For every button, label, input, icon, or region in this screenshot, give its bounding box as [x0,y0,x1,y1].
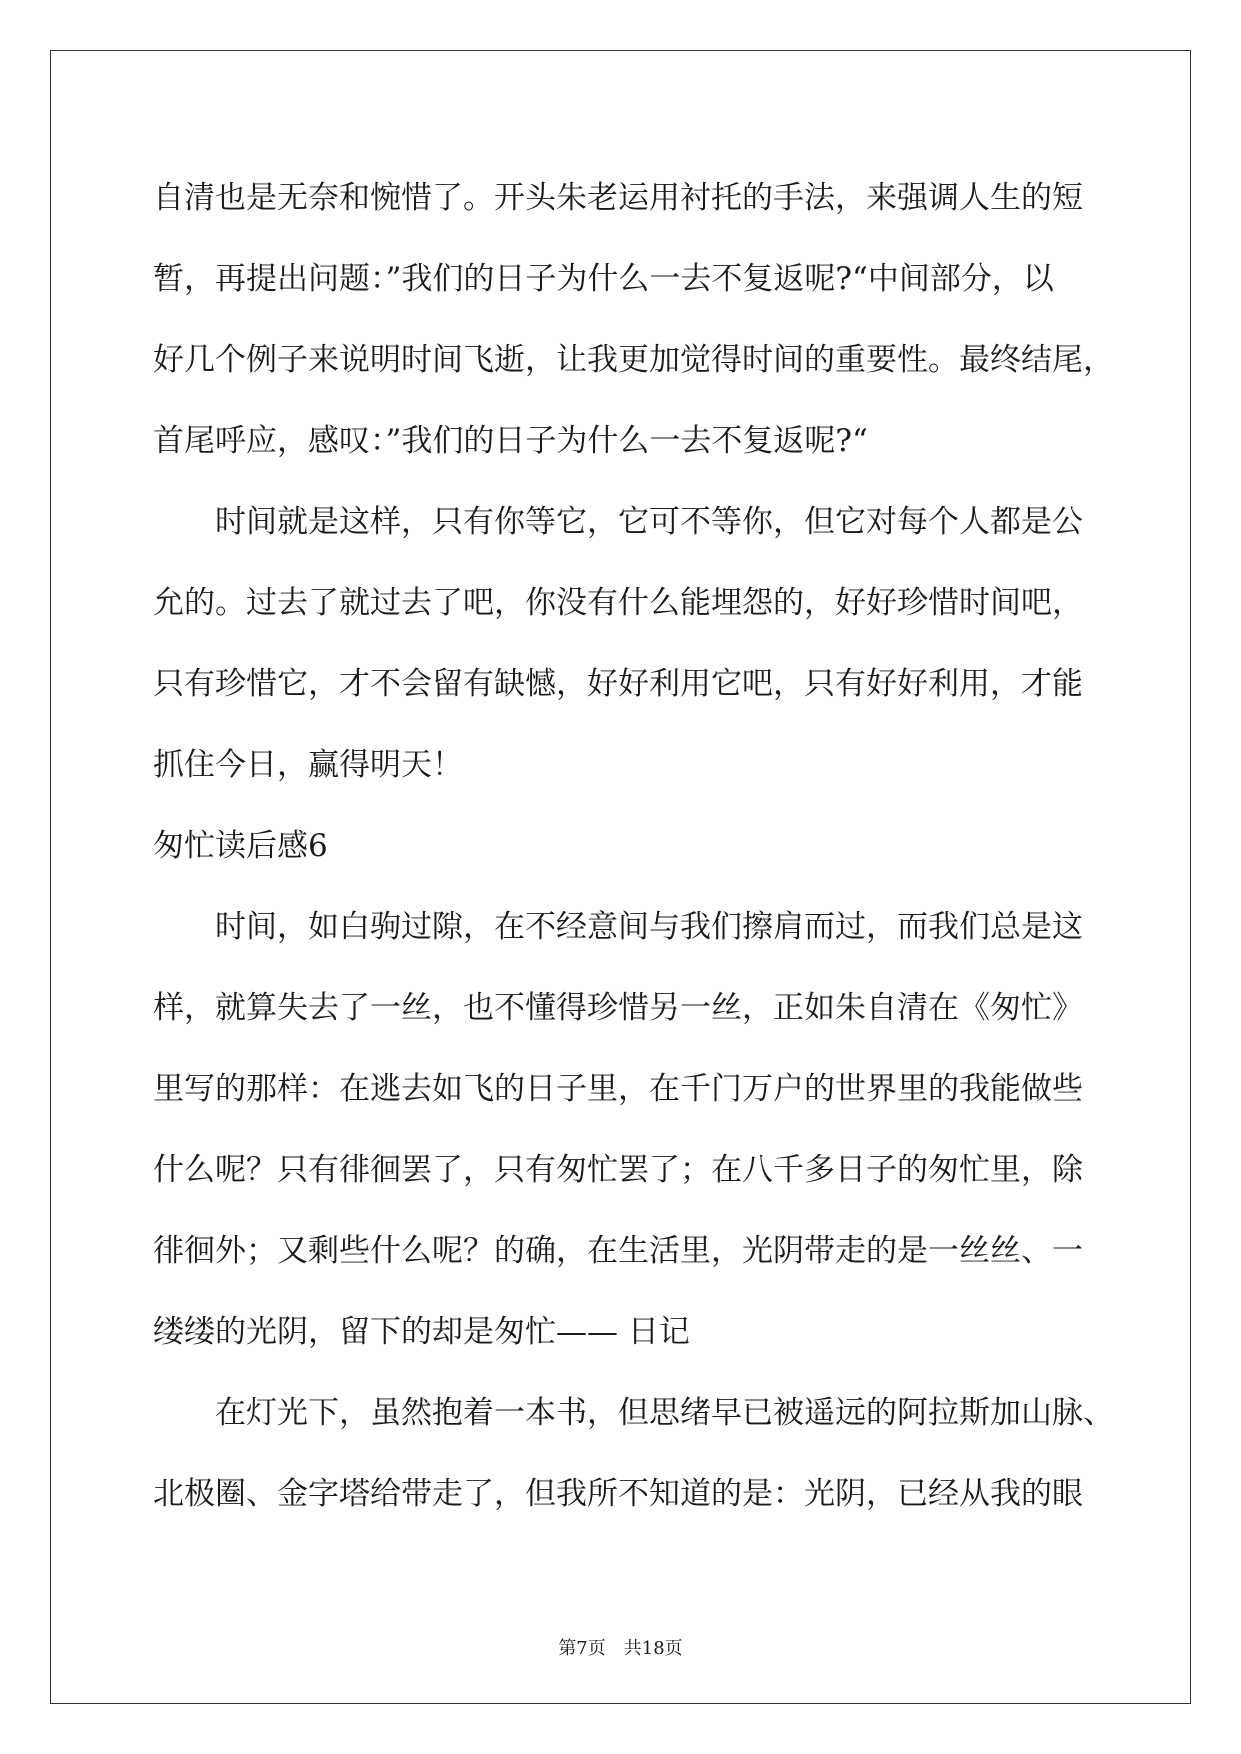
section-heading: 匆忙读后感6 [153,828,328,864]
text-line: 只有珍惜它，才不会留有缺憾，好好利用它吧，只有好好利用，才能 [153,666,1083,702]
paragraph-first-line: 时间就是这样，只有你等它，它可不等你，但它对每个人都是公 [215,504,1083,540]
paragraph-first-line: 在灯光下，虽然抱着一本书，但思绪早已被遥远的阿拉斯加山脉、 [215,1395,1114,1431]
page-number: 第7页 共18页 [558,1638,683,1659]
text-line: 样，就算失去了一丝，也不懂得珍惜另一丝，正如朱自清在《匆忙》 [153,990,1083,1026]
text-line: 首尾呼应，感叹：”我们的日子为什么一去不复返呢?“ [153,423,868,459]
text-line: 徘徊外；又剩些什么呢？的确，在生活里，光阴带走的是一丝丝、一 [153,1233,1083,1269]
text-line: 里写的那样：在逃去如飞的日子里，在千门万户的世界里的我能做些 [153,1071,1083,1107]
paragraph-first-line: 时间，如白驹过隙，在不经意间与我们擦肩而过，而我们总是这 [215,909,1083,945]
text-line: 缕缕的光阴，留下的却是匆忙—— 日记 [153,1314,690,1350]
text-line: 自清也是无奈和惋惜了。开头朱老运用衬托的手法，来强调人生的短 [153,180,1083,216]
text-line: 好几个例子来说明时间飞逝，让我更加觉得时间的重要性。最终结尾， [153,342,1114,378]
document-body [153,158,1114,1535]
text-line: 抓住今日，赢得明天！ [153,747,463,783]
text-line: 允的。过去了就过去了吧，你没有什么能埋怨的，好好珍惜时间吧， [153,585,1083,621]
text-line: 北极圈、金字塔给带走了，但我所不知道的是：光阴，已经从我的眼 [153,1476,1083,1512]
text-line: 什么呢？只有徘徊罢了，只有匆忙罢了；在八千多日子的匆忙里，除 [153,1152,1083,1188]
text-line: 暂，再提出问题：”我们的日子为什么一去不复返呢?“中间部分，以 [153,261,1054,297]
